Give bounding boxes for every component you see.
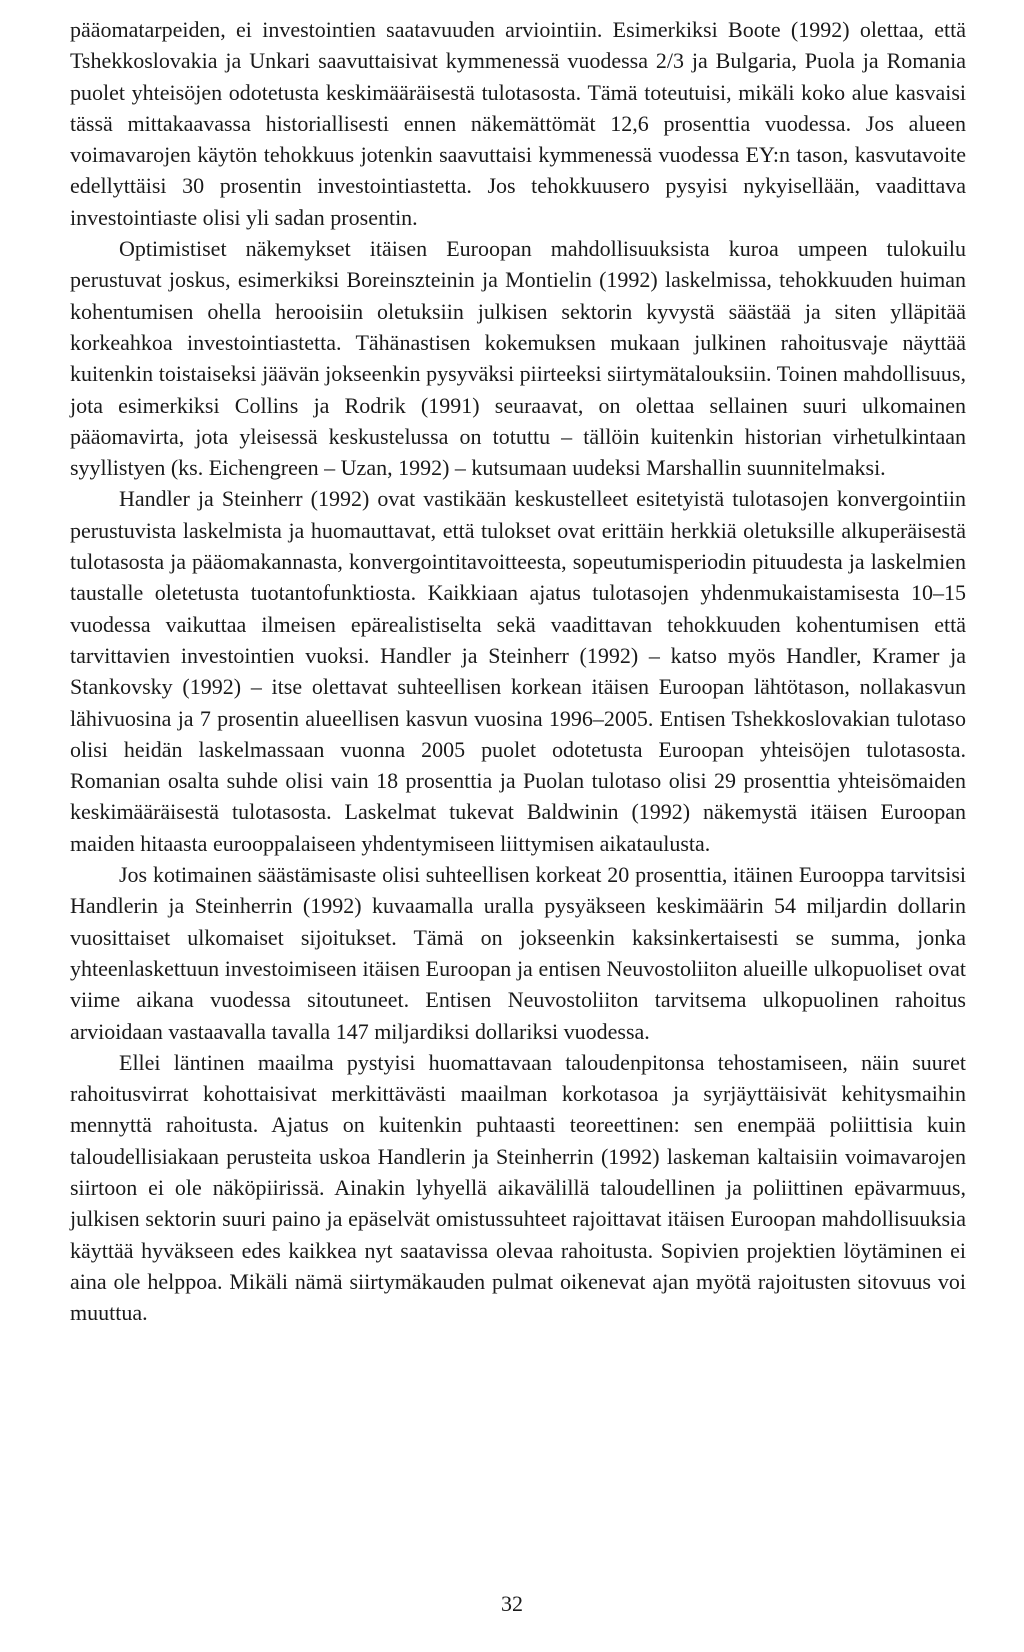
paragraph-optimistic-views: Optimistiset näkemykset itäisen Euroopan mahdollisuuksista kuroa umpeen tulokuilu perustuvat joskus, esimerkiksi Boreinszteinin ja Montielin (1992) laskelmissa, tehokkuuden huiman kohentumisen ohella herooisiin oletuksiin julkisen sektorin kyvystä säästää ja siten ylläpitää korkeahkoa investointiastetta. Tähänastisen kokemuksen mukaan julkinen rahoitusvaje näyttää kuitenkin toistaiseksi jäävän jokseenkin pysyväksi piirteeksi siirtymätalouksiin. Toinen mahdollisuus, jota esimerkiksi Collins ja Rodrik (1991) seuraavat, on olettaa sellainen suuri ulkomainen pääomavirta, jota yleisessä keskustelussa on totuttu – tällöin kuitenkin historian virhetulkintaan syyllistyen (ks. Eichengreen – Uzan, 1992) – kutsumaan uudeksi Marshallin suunnitelmaksi. xyxy=(70,236,966,481)
paragraph-handler-steinherr: Handler ja Steinherr (1992) ovat vastikään keskustelleet esitetyistä tulotasojen konvergointiin perustuvista laskelmista ja huomauttavat, että tulokset ovat erittäin herkkiä oletuksille alkuperäisestä tulotasosta ja pääomakannasta, konvergointitavoitteesta, sopeutumisperiodin pituudesta ja laskelmien taustalle oletetusta tuotantofunktiosta. Kaikkiaan ajatus tulotasojen yhdenmukaistamisesta 10–15 vuodessa vaikuttaa ilmeisen epärealistiselta sekä vaadittavan tehokkuuden kohentumisen että tarvittavien investointien vuoksi. Handler ja Steinherr (1992) – katso myös Handler, Kramer ja Stankovsky (1992) – itse olettavat suhteellisen korkean itäisen Euroopan lähtötason, nollakasvun lähivuosina ja 7 prosentin alueellisen kasvun vuosina 1996–2005. Entisen Tshekkoslovakian tulotaso olisi heidän laskelmassaan vuonna 2005 puolet odotetusta Euroopan yhteisöjen tulotasosta. Romanian osalta suhde olisi vain 18 prosenttia ja Puolan tulotaso olisi 29 prosenttia yhteisömaiden keskimääräisestä tulotasosta. Laskelmat tukevat Baldwinin (1992) näkemystä itäisen Euroopan maiden hitaasta eurooppalaiseen yhdentymiseen liittymisen aikataulusta. xyxy=(70,486,966,856)
paragraph-western-world: Ellei läntinen maailma pystyisi huomattavaan taloudenpitonsa tehostamiseen, näin suuret rahoitusvirrat kohottaisivat merkittävästi maailman korkotasoa ja syrjäyttäisivät kehitysmaihin mennyttä rahoitusta. Ajatus on kuitenkin puhtaasti teoreettinen: sen enempää poliittisia kuin taloudellisiakaan perusteita uskoa Handlerin ja Steinherrin (1992) laskeman kaltaisiin voimavarojen siirtoon ei ole näköpiirissä. Ainakin lyhyellä aikavälillä taloudellinen ja poliittinen epävarmuus, julkisen sektorin suuri paino ja epäselvät omistussuhteet rajoittavat itäisen Euroopan mahdollisuuksia käyttää hyväkseen edes kaikkea nyt saatavissa olevaa rahoitusta. Sopivien projektien löytäminen ei aina ole helppoa. Mikäli nämä siirtymäkauden pulmat oikenevat ajan myötä rajoitusten sitovuus voi muuttua. xyxy=(70,1049,966,1326)
paragraph-domestic-savings: Jos kotimainen säästämisaste olisi suhteellisen korkeat 20 prosenttia, itäinen Eurooppa tarvitsisi Handlerin ja Steinherrin (1992) kuvaamalla uralla pysyäkseen keskimäärin 54 miljardin dollarin vuosittaiset ulkomaiset sijoitukset. Tämä on jokseenkin kaksinkertaisesti se summa, jonka yhteenlaskettuun investoimiseen itäisen Euroopan ja entisen Neuvostoliiton alueille ulkopuoliset ovat viime aikana vuodessa sitoutuneet. Entisen Neuvostoliiton tarvitsema ulkopuolinen rahoitus arvioidaan vastaavalla tavalla 147 miljardiksi dollariksi vuodessa. xyxy=(70,862,966,1044)
document-body xyxy=(70,14,966,1328)
page-number: 32 xyxy=(501,1591,523,1616)
paragraph-continuation: pääomatarpeiden, ei investointien saatavuuden arviointiin. Esimerkiksi Boote (1992) olettaa, että Tshekkoslovakia ja Unkari saavuttaisivat kymmenessä vuodessa 2/3 ja Bulgaria, Puola ja Romania puolet yhteisöjen odotetusta keskimääräisestä tulotasosta. Tämä toteutuisi, mikäli koko alue kasvaisi tässä mittakaavassa historiallisesti ennen näkemättömät 12,6 prosenttia vuodessa. Jos alueen voimavarojen käytön tehokkuus jotenkin saavuttaisi kymmenessä vuodessa EY:n tason, kasvutavoite edellyttäisi 30 prosentin investointiastetta. Jos tehokkuusero pysyisi nykyisellään, vaadittava investointiaste olisi yli sadan prosentin. xyxy=(70,17,966,230)
